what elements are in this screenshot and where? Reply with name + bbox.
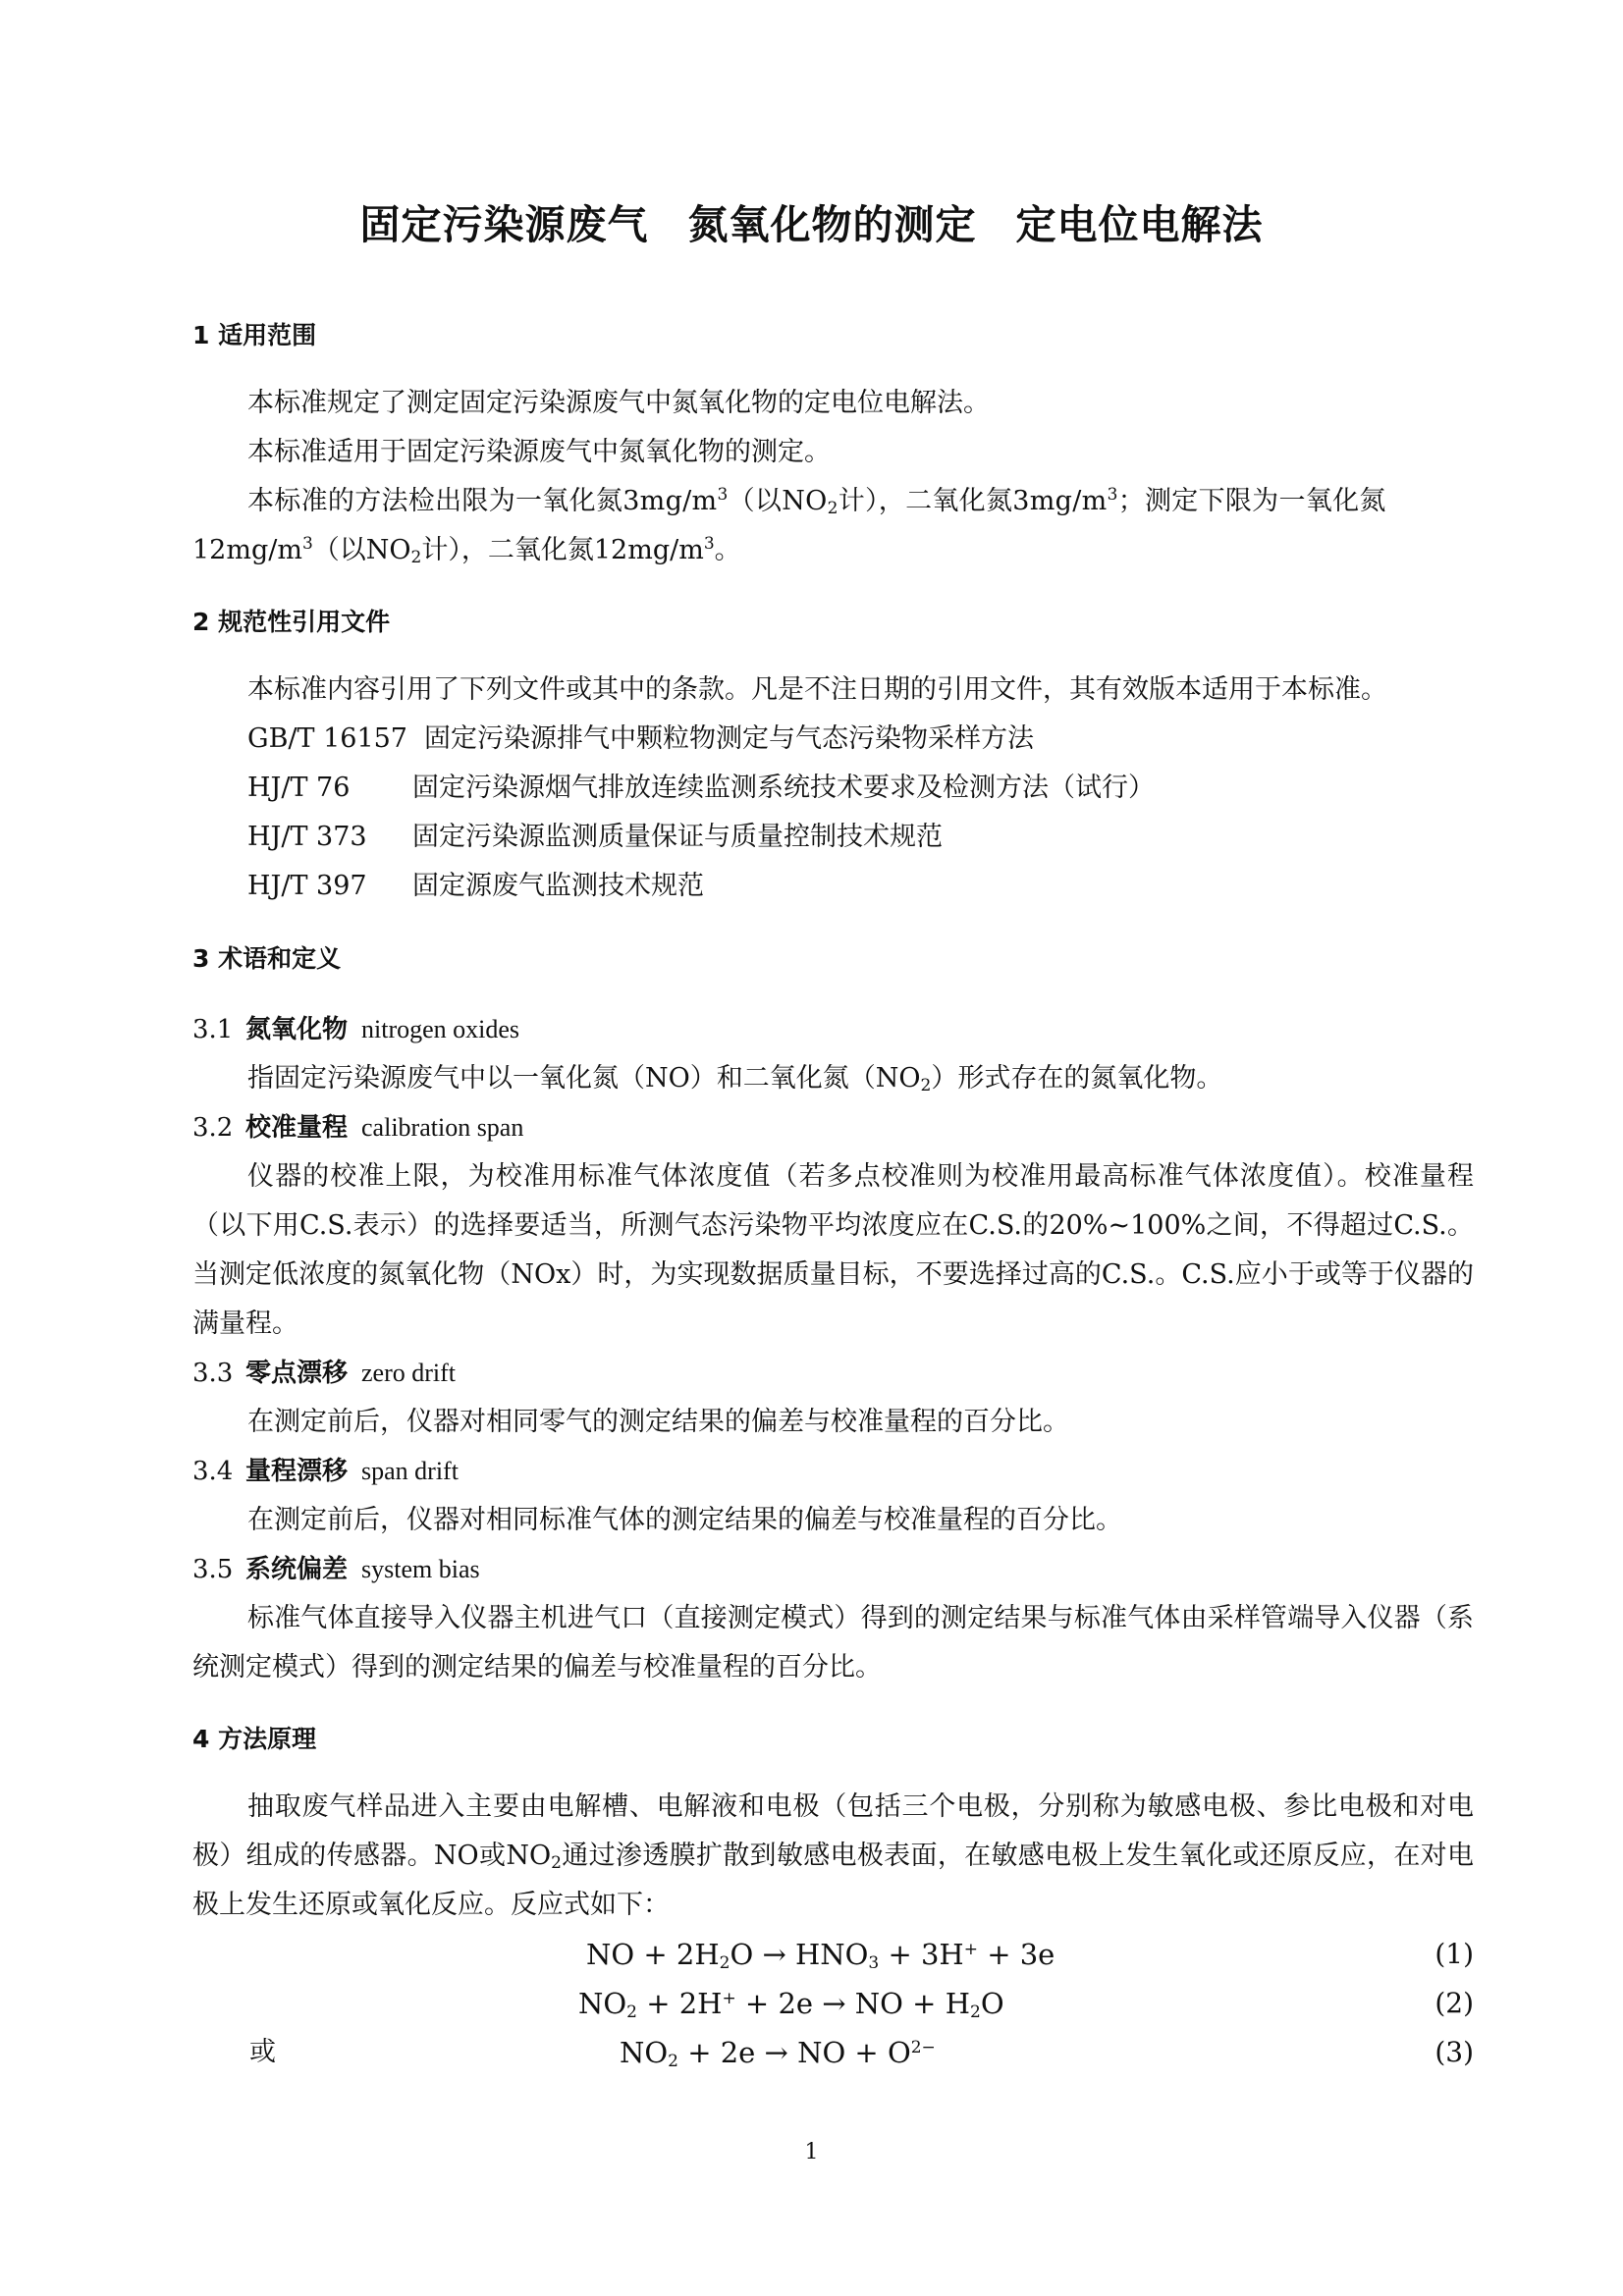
- section-2-intro: 本标准内容引用了下列文件或其中的条款。凡是不注日期的引用文件，其有效版本适用于本标准。: [247, 674, 1387, 705]
- section-1-heading: 1 适用范围: [192, 321, 317, 349]
- term-definition-1: 指固定污染源废气中以一氧化氮（NO）和二氧化氮$(NO_2)$形式存在的氮氧化物。: [247, 1063, 1223, 1095]
- section-1-paragraph-3-line-2: $12mg/m^3$（以$NO_2$计），二氧化氮$12mg/m^3$。: [192, 534, 741, 567]
- term-label: 氮氧化物 nitrogen oxides: [245, 1015, 520, 1044]
- reference-title: 固定污染源监测质量保证与质量控制技术规范: [412, 822, 943, 852]
- equation-number: (1): [1434, 1938, 1474, 1970]
- term-number: 3.2: [192, 1113, 234, 1143]
- equation-number: (3): [1434, 2036, 1474, 2068]
- reference-code: HJ/T 397: [247, 871, 367, 901]
- term-definition-3: 在测定前后，仪器对相同零气的测定结果的偏差与校准量程的百分比。: [247, 1407, 1069, 1437]
- equation-number: (2): [1434, 1987, 1474, 2019]
- term-definition-4: 在测定前后，仪器对相同标准气体的测定结果的偏差与校准量程的百分比。: [247, 1505, 1122, 1535]
- equation-1: NO + $2H_2O \to HNO_3 + 3H^+ + 3e$: [586, 1938, 1055, 1973]
- section-4-paragraph: 抽取废气样品进入主要由电解槽、电解液和电极（包括三个电极，分别称为敏感电极、参比电极和对电极）组成的传感器。NO或$NO_2$通过渗透膜扩散到敏感电极表面，在敏感电极上发生氧化或还原反应，在对电极上发生还原或氧化反应。反应式如下：: [192, 1791, 1474, 1920]
- term-definition-2: 仪器的校准上限，为校准用标准气体浓度值（若多点校准则为校准用最高标准气体浓度值）。校准量程（以下用C.S.表示）的选择要适当，所测气态污染物平均浓度应在C.S.的20%~100%之间，不得超过C.S.。当测定低浓度的氮氧化物（NOx）时，为实现数据质量目标，不要选择过高的C.S.。C.S.应小于或等于仪器的满量程。: [192, 1161, 1474, 1339]
- term-definition-5: 标准气体直接导入仪器主机进气口（直接测定模式）得到的测定结果与标准气体由采样管端导入仪器（系统测定模式）得到的测定结果的偏差与校准量程的百分比。: [192, 1603, 1474, 1682]
- term-number: 3.3: [192, 1359, 234, 1388]
- or-label: 或: [249, 2037, 276, 2067]
- reference-code: HJ/T 373: [247, 822, 367, 852]
- page-number: 1: [804, 2140, 819, 2164]
- reference-title: 固定污染源烟气排放连续监测系统技术要求及检测方法（试行）: [412, 773, 1155, 803]
- term-number: 3.5: [192, 1555, 234, 1584]
- term-label: 系统偏差 system bias: [245, 1555, 480, 1584]
- section-2-heading: 2 规范性引用文件: [192, 608, 391, 636]
- equation-2: $NO_2 + 2H^+ + 2e$ → NO + $H_2O$: [578, 1987, 1004, 2022]
- reference-code: HJ/T 76: [247, 773, 351, 803]
- reference-title: 固定源废气监测技术规范: [412, 871, 704, 901]
- term-label: 量程漂移 span drift: [245, 1457, 459, 1486]
- section-4-heading: 4 方法原理: [192, 1725, 317, 1753]
- section-1-paragraph-3-line-1: 本标准的方法检出限为一氧化氮$3mg/m^3$（以$NO_2$计），二氧化氮$3mg/m^3$；测定下限为一氧化氮: [247, 485, 1386, 518]
- reference-code: GB/T 16157: [247, 723, 407, 754]
- term-number: 3.4: [192, 1457, 234, 1486]
- section-3-heading: 3 术语和定义: [192, 944, 342, 973]
- document-title: 固定污染源废气 氮氧化物的测定 定电位电解法: [359, 201, 1264, 248]
- section-1-paragraph-1: 本标准规定了测定固定污染源废气中氮氧化物的定电位电解法。: [247, 388, 990, 418]
- term-label: 校准量程 calibration span: [245, 1113, 524, 1143]
- reference-title: 固定污染源排气中颗粒物测定与气态污染物采样方法: [424, 723, 1034, 754]
- equation-3: $NO_2 + 2e$ → NO + $O^{2-}$: [620, 2036, 936, 2071]
- term-number: 3.1: [192, 1015, 234, 1044]
- term-label: 零点漂移 zero drift: [245, 1359, 457, 1388]
- section-1-paragraph-2: 本标准适用于固定污染源废气中氮氧化物的测定。: [247, 437, 831, 467]
